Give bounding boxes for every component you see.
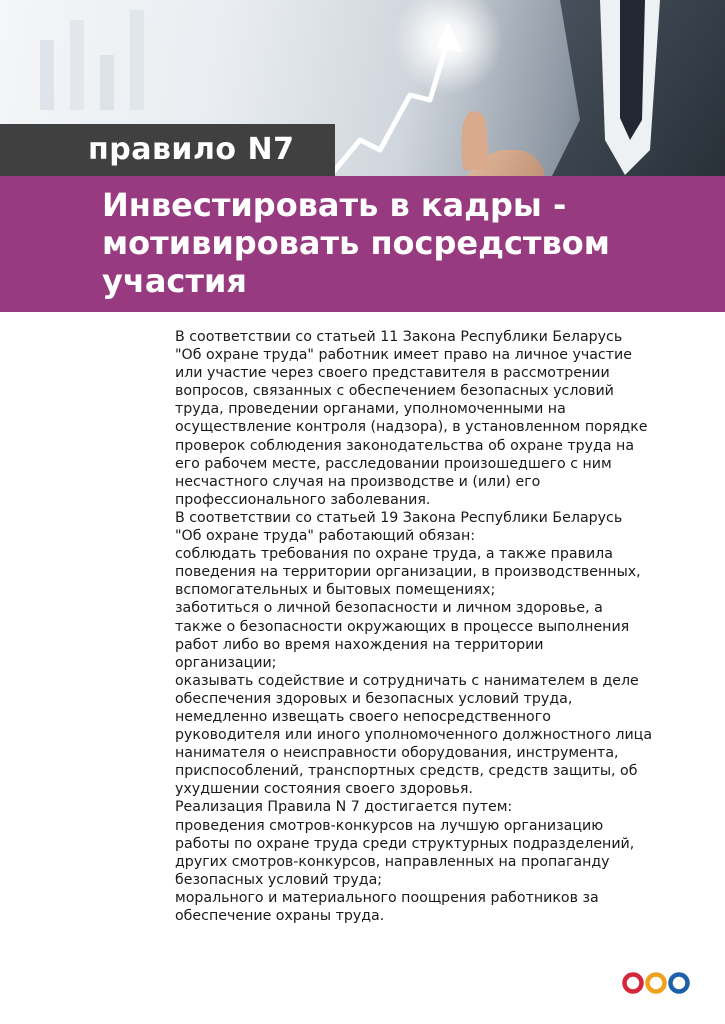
body-line: руководителя или иного уполномоченного должностного лица: [175, 727, 653, 744]
body-line: обеспечения здоровых и безопасных условий труда,: [175, 690, 573, 707]
rule-number-badge: правило N7: [0, 124, 335, 176]
finger-shape: [462, 111, 490, 170]
light-glow: [393, 0, 503, 95]
body-line: В соответствии со статьей 11 Закона Республики Беларусь: [175, 329, 623, 345]
body-line: осуществление контроля (надзора), в установленном порядке: [175, 419, 648, 436]
bg-bar: [70, 20, 84, 110]
bg-bar: [100, 55, 114, 110]
bg-bar: [130, 10, 144, 110]
tie-shape: [620, 0, 645, 140]
ring-blue: [671, 975, 688, 992]
body-line: вопросов, связанных с обеспечением безопасных условий: [175, 383, 614, 400]
body-line: несчастного случая на производстве и (или) его: [175, 473, 541, 490]
body-line: обеспечение охраны труда.: [175, 908, 385, 924]
body-line: организации;: [175, 654, 277, 671]
body-line: "Об охране труда" работник имеет право на личное участие: [175, 347, 632, 364]
body-line: проверок соблюдения законодательства об охране труда на: [175, 437, 635, 454]
body-line: Реализация Правила N 7 достигается путем:: [175, 799, 513, 816]
ring-red: [625, 975, 642, 992]
body-line: проведения смотров-конкурсов на лучшую организацию: [175, 817, 604, 834]
body-line: ухудшении состояния своего здоровья.: [175, 781, 473, 798]
body-line: труда, проведении органами, уполномоченными на: [175, 401, 566, 418]
bg-bar: [40, 40, 54, 110]
body-line: безопасных условий труда;: [175, 871, 383, 888]
body-line: морального и материального поощрения работников за: [175, 889, 599, 906]
body-line: также о безопасности окружающих в процессе выполнения: [175, 618, 630, 635]
body-line: немедленно извещать своего непосредственного: [175, 708, 551, 725]
body-line: "Об охране труда" работающий обязан:: [175, 528, 476, 545]
body-line: или участие через своего представителя в рассмотрении: [175, 365, 610, 382]
body-line: приспособлений, транспортных средств, средств защиты, об: [175, 763, 638, 780]
ring-orange: [648, 975, 665, 992]
body-line: работ либо во время нахождения на территории: [175, 636, 544, 653]
body-line: В соответствии со статьей 19 Закона Республики Беларусь: [175, 509, 623, 526]
three-rings-logo-icon: [620, 966, 692, 1000]
body-line: поведения на территории организации, в производственных,: [175, 564, 641, 581]
body-line: заботиться о личной безопасности и личном здоровье, а: [175, 600, 603, 617]
body-line: оказывать содействие и сотрудничать с нанимателем в деле: [175, 672, 639, 689]
body-line: нанимателя о неисправности оборудования, инструмента,: [175, 745, 619, 762]
body-line: соблюдать требования по охране труда, а также правила: [175, 546, 613, 563]
body-line: других смотров-конкурсов, направленных на пропаганду: [175, 853, 610, 870]
body-text: [175, 328, 705, 925]
body-line: его рабочем месте, расследовании произошедшего с ним: [175, 455, 612, 472]
body-line: работы по охране труда среди структурных подразделений,: [175, 835, 635, 852]
body-line: профессионального заболевания.: [175, 491, 431, 508]
body-line: вспомогательных и бытовых помещениях;: [175, 582, 496, 599]
page-title: Инвестировать в кадры - мотивировать посредством участия: [102, 186, 610, 300]
